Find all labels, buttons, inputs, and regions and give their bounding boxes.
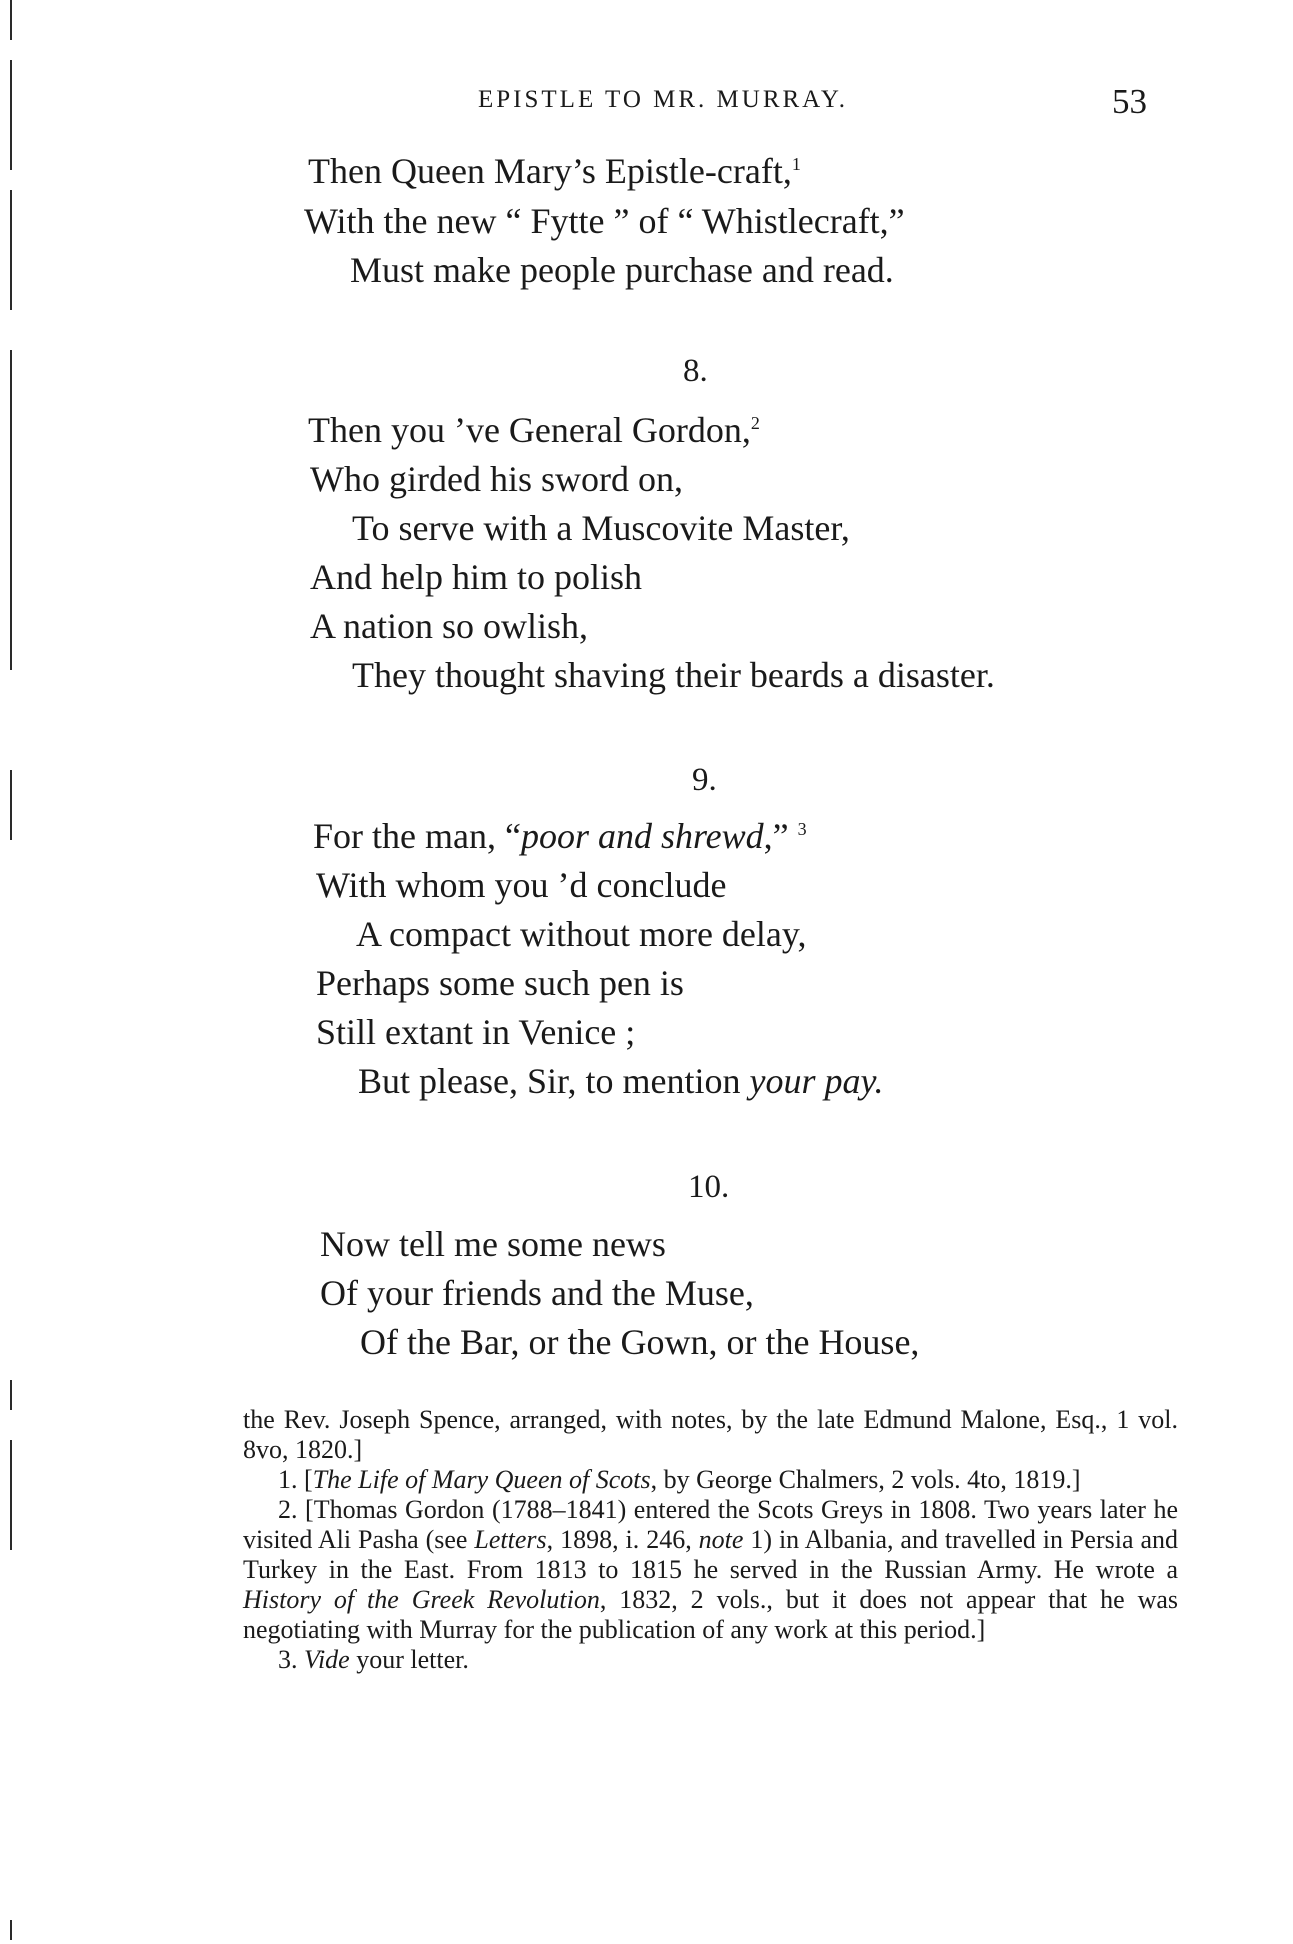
page-edge-mark [10, 1920, 12, 1940]
poem-line: Who girded his sword on, [310, 459, 683, 499]
footnote-text: , 1832, 2 vols., but it does not appear that he was negotiating with Murray for the publication of any work at this period.] [243, 1585, 1179, 1644]
running-title: EPISTLE TO MR. MURRAY. [478, 86, 849, 113]
footnote-text: , 1898, i. 246, [546, 1525, 699, 1554]
stanza-number: 9. [692, 762, 717, 798]
poem-line: A nation so owlish, [310, 606, 589, 646]
footnote-text: 1. [ [278, 1465, 313, 1494]
poem-line: With whom you ’d conclude [316, 865, 727, 905]
poem-line [358, 1063, 884, 1099]
italic-text: poor and shrewd [520, 816, 764, 856]
line-text: Then Queen Mary’s Epistle-craft, [308, 151, 792, 191]
page-edge-mark [10, 770, 12, 840]
poem-line: To serve with a Muscovite Master, [352, 508, 850, 548]
page-edge-mark [10, 350, 12, 670]
footnote-text: , by George Chalmers, 2 vols. 4to, 1819.] [650, 1465, 1081, 1494]
poem-line [350, 252, 894, 288]
poem-line: They thought shaving their beards a disaster. [352, 655, 995, 695]
line-text: Must make people purchase and read. [350, 250, 894, 290]
italic-text: your pay. [749, 1061, 884, 1101]
page-edge-mark [10, 1440, 12, 1550]
italic-text: The Life of Mary Queen of Scots [312, 1465, 651, 1494]
poem-line: Perhaps some such pen is [316, 963, 684, 1003]
line-text: With the new “ Fytte ” of “ Whistlecraft,” [304, 201, 905, 241]
footnote-1 [243, 1465, 1178, 1495]
italic-text: History of the Greek Revolution [243, 1585, 600, 1614]
poem-line [308, 412, 760, 448]
italic-text: note [698, 1525, 744, 1554]
poem-line [313, 818, 807, 854]
footnote-text: 3. [278, 1645, 304, 1674]
line-text: For the man, “ [313, 816, 521, 856]
footnote-3 [243, 1645, 1178, 1675]
footnote-text: 2. [Thomas Gordon (1788–1841) entered the Scots Greys in 1808. Two years later he visited Ali Pasha (see [243, 1495, 1178, 1554]
page-edge-mark [10, 1380, 12, 1410]
footnotes [243, 1405, 1178, 1675]
stanza-number: 10. [688, 1169, 730, 1205]
footnote-text: your letter. [349, 1645, 469, 1674]
italic-text: Letters [474, 1525, 547, 1554]
poem-line: Of your friends and the Muse, [320, 1273, 754, 1313]
line-text: ,” [763, 816, 789, 856]
stanza-number: 8. [683, 353, 708, 389]
page-header [0, 82, 1293, 122]
poem-line: Still extant in Venice ; [316, 1012, 636, 1052]
footnote-ref: 3 [797, 819, 807, 839]
line-text: But please, Sir, to mention [358, 1061, 750, 1101]
page-number: 53 [1112, 82, 1147, 121]
poem-line [308, 153, 801, 189]
footnote-2 [243, 1495, 1178, 1645]
poem-line: Of the Bar, or the Gown, or the House, [360, 1322, 920, 1362]
poem-line: And help him to polish [310, 557, 642, 597]
line-text: Then you ’ve General Gordon, [308, 410, 751, 450]
footnote-ref: 2 [750, 413, 760, 433]
poem-line: A compact without more delay, [356, 914, 807, 954]
page-edge-mark [10, 190, 12, 310]
footnote-continuation: the Rev. Joseph Spence, arranged, with notes, by the late Edmund Malone, Esq., 1 vol. 8vo, 1820.] [243, 1405, 1178, 1464]
page-edge-mark [10, 0, 12, 40]
italic-text: Vide [304, 1645, 350, 1674]
poem-line: Now tell me some news [320, 1224, 666, 1264]
footnote-text: 1) in Albania, and travelled in Persia and Turkey in the East. From 1813 to 1815 he served in the Russian Army. He wrote a [243, 1525, 1178, 1584]
poem-line [304, 203, 905, 239]
footnote-ref: 1 [791, 154, 801, 174]
